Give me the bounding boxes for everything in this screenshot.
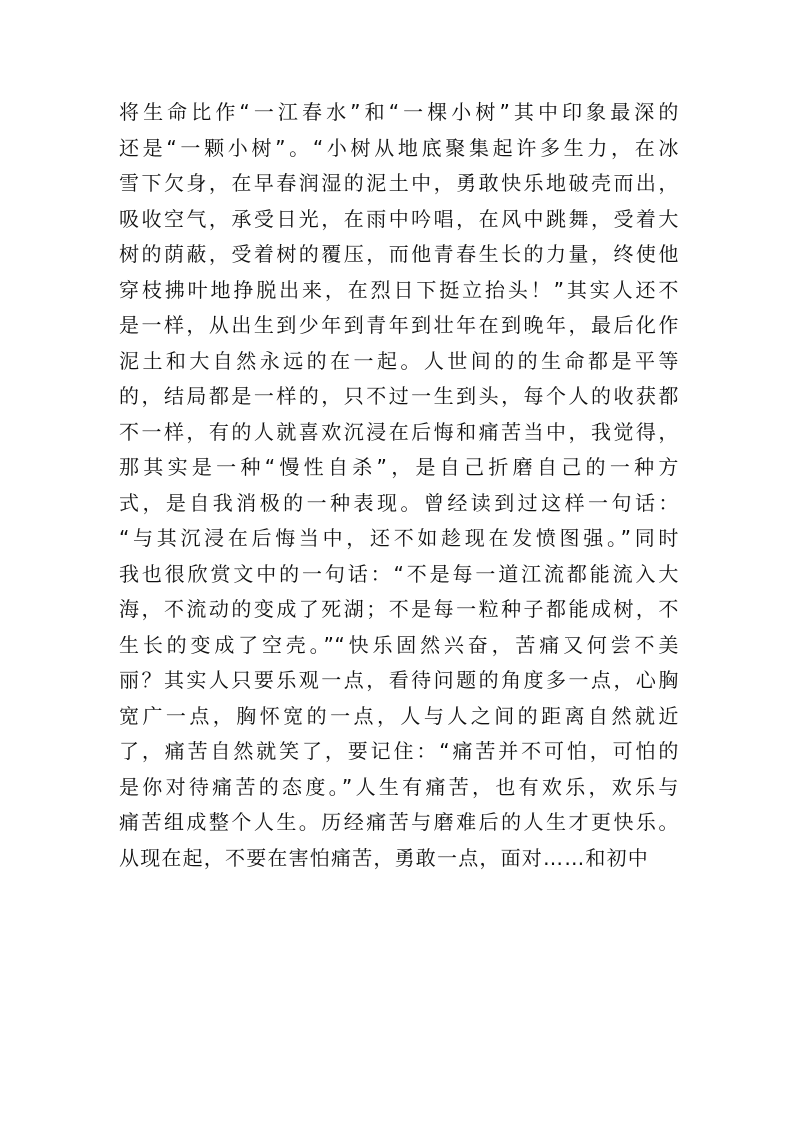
text-line-17: 丽？其实人只要乐观一点，看待问题的角度多一点，心胸 [119, 668, 679, 692]
text-line-1: 将生命比作“一江春水”和“一棵小树”其中印象最深的 [119, 100, 679, 124]
text-line-3: 雪下欠身，在早春润湿的泥土中，勇敢快乐地破壳而出， [119, 171, 679, 195]
text-line-14: 我也很欣赏文中的一句话：“不是每一道江流都能流入大 [119, 561, 679, 586]
text-line-11: 那其实是一种“慢性自杀”，是自己折磨自己的一种方 [119, 455, 679, 479]
text-line-13: “与其沉浸在后悔当中，还不如趁现在发愤图强。”同时 [119, 526, 679, 550]
text-line-9: 的，结局都是一样的，只不过一生到头，每个人的收获都 [119, 384, 679, 408]
text-line-7: 是一样，从出生到少年到青年到壮年在到晚年，最后化作 [119, 313, 679, 337]
text-line-15: 海，不流动的变成了死湖；不是每一粒种子都能成树，不 [119, 597, 679, 621]
text-line-5: 树的荫蔽，受着树的覆压，而他青春生长的力量，终使他 [119, 242, 679, 266]
text-line-10: 不一样，有的人就喜欢沉浸在后悔和痛苦当中，我觉得， [119, 419, 679, 444]
text-line-19: 了，痛苦自然就笑了，要记住：“痛苦并不可怕，可怕的 [119, 739, 679, 763]
text-line-22: 从现在起，不要在害怕痛苦，勇敢一点，面对……和初中 [119, 845, 649, 870]
text-line-2: 还是“一颗小树”。“小树从地底聚集起许多生力，在冰 [119, 135, 679, 160]
text-line-8: 泥土和大自然永远的在一起。人世间的的生命都是平等 [119, 348, 679, 373]
text-line-18: 宽广一点，胸怀宽的一点，人与人之间的距离自然就近 [119, 703, 679, 728]
text-line-4: 吸收空气，承受日光，在雨中吟唱，在风中跳舞，受着大 [119, 206, 679, 231]
text-line-12: 式，是自我消极的一种表现。曾经读到过这样一句话： [119, 490, 679, 515]
text-line-6: 穿枝拂叶地挣脱出来，在烈日下挺立抬头！”其实人还不 [119, 277, 679, 302]
essay-paragraph [119, 95, 679, 876]
text-line-20: 是你对待痛苦的态度。”人生有痛苦，也有欢乐，欢乐与 [119, 774, 679, 799]
text-line-16: 生长的变成了空壳。”“快乐固然兴奋，苦痛又何尝不美 [119, 632, 679, 657]
text-line-21: 痛苦组成整个人生。历经痛苦与磨难后的人生才更快乐。 [119, 810, 679, 834]
